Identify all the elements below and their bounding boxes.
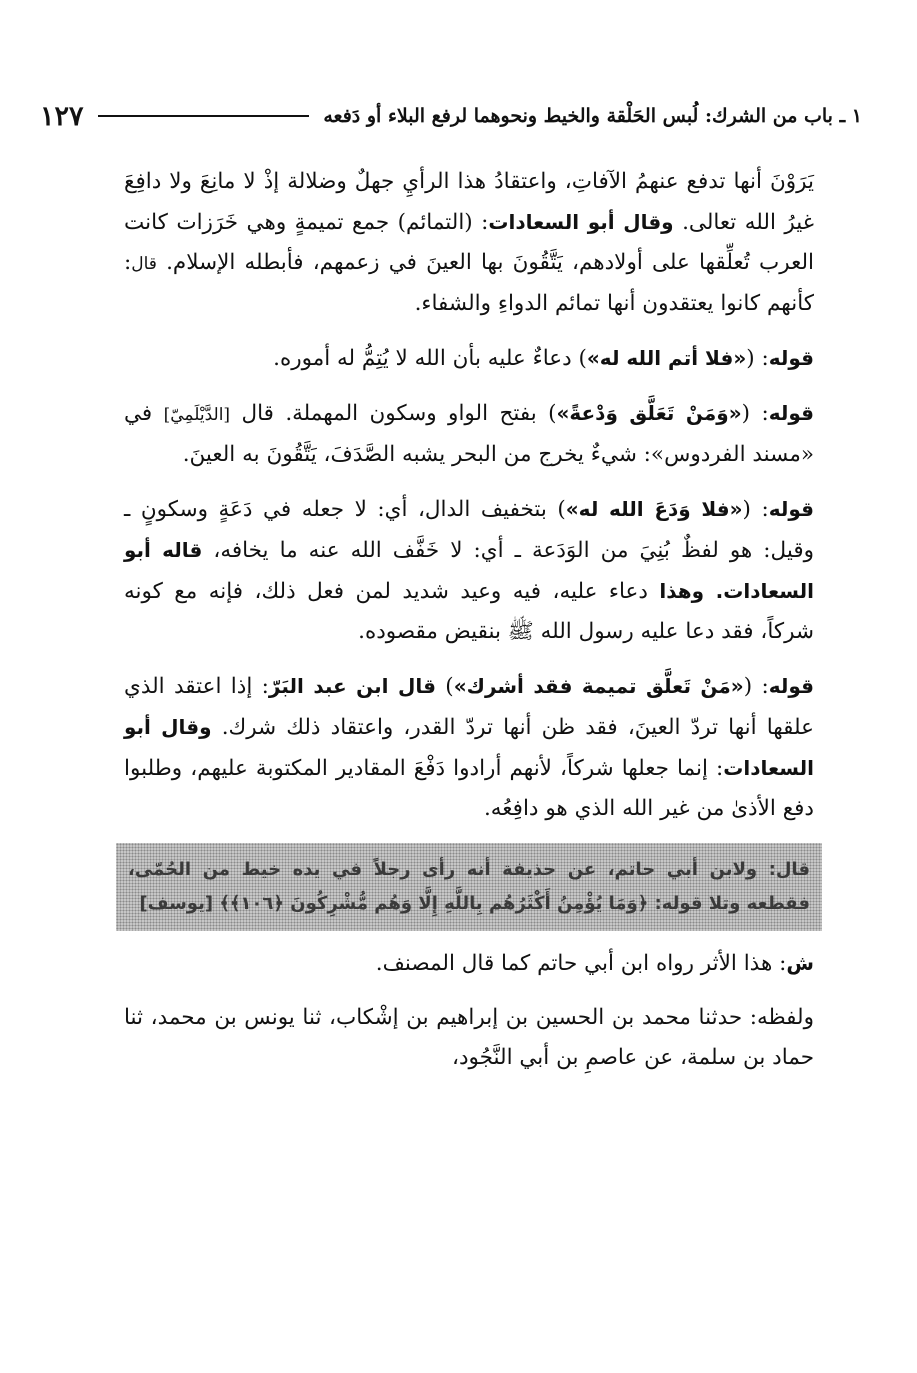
bold-label: ش [786,951,814,975]
paragraph-5 [124,666,814,829]
paragraph-text: ) [435,674,454,699]
quoted-phrase: «مَنْ تَعلَّق تميمة فقد أشرك» [453,674,744,698]
bold-label: قال ابن عبد البَرّ [268,674,436,698]
paragraph-1 [124,162,814,324]
shaded-excerpt [116,843,822,931]
quoted-phrase: «وَمَنْ تَعَلَّق وَدْعةً» [556,401,742,425]
small-text: [الدَّيْلَمِيّ] [163,405,231,425]
bold-label: قوله [768,674,814,698]
paragraph-text: : ( [741,401,769,426]
paragraph-text: : إذا اعتقد الذي علقها أنها تردّ العينَ، فقد ظن أنها تردّ القدر، واعتقاد ذلك شرك. [124,674,815,740]
bold-label: قوله [768,497,814,521]
paragraph-2 [124,338,814,379]
page-header [40,96,862,136]
paragraph-text: : ( [742,497,769,522]
running-title: ١ ـ باب من الشرك: لُبس الحَلْقة والخيط ونحوهما لرفع البلاء أو دَفعه [323,105,862,127]
quoted-phrase: «فلا أتم الله له» [586,346,747,370]
paragraph-text: : إنما جعلها شركاً، لأنهم أرادوا دَفْعَ المقادير المكتوبة عليهم، وطلبوا دفع الأذىٰ من غير الله الذي هو دافِعُه. [124,756,814,821]
page-body [124,162,814,1092]
excerpt-text: قال: ولابن أبي حاتم، عن حذيفة أنه رأى رجلاً في يده خيط من الحُمّى، فقطعه وتلا قوله: ﴿وَمَا يُؤْمِنُ أَكْثَرُهُم بِاللَّهِ إِلَّا وَهُم مُّشْرِكُونَ ﴿١٠٦﴾﴾ [يوسف] [128,859,810,914]
paragraph-text: : ( [743,674,769,699]
bold-label: وقال أبو السعادات [488,210,674,234]
paragraph-3 [124,393,814,475]
quoted-phrase: «فلا وَدَعَ الله له» [565,497,743,521]
bold-label: قاله أبو السعادات. وهذا [124,538,815,603]
paragraph-text: ) بتخفيف الدال، أي: لا جعله في دَعَةٍ وسكونٍ ـ وقيل: هو لفظٌ بُنِيَ من الوَدَعة ـ أي: لا خَفَّف الله عنه ما يخافه، [124,497,814,563]
paragraph-text: ) بفتح الواو وسكون المهملة. قال [241,401,557,426]
paragraph-4 [124,489,814,652]
bold-label: قوله [768,346,814,370]
paragraph-text: : (التمائم) جمع تميمةٍ وهي خَرَزات كانت العرب تُعلِّقها على أولادهم، يَتَّقُونَ بها العينَ في زعمهم، فأبطله الإسلام. [124,210,814,275]
paragraph-6 [124,943,814,984]
paragraph-text: دعاء عليه، فيه وعيد شديد لمن فعل ذلك، فإنه مع كونه شركاً، فقد دعا عليه رسول الله ﷺ بنقيض مقصوده. [124,579,814,644]
paragraph-text: في «مسند الفردوس»: شيءٌ يخرج من البحر يشبه الصَّدَفَ، يَتَّقُونَ به العينَ. [124,401,814,467]
page-number: ١٢٧ [40,100,84,132]
paragraph-text: : ( [746,346,769,371]
header-rule [98,115,310,117]
bold-label: قوله [768,401,814,425]
paragraph-text: يَرَوْنَ أنها تدفع عنهمُ الآفاتِ، واعتقادُ هذا الرأيِ جهلٌ وضلالة إذْ لا مانِعَ ولا دافِعَ غيرُ الله تعالى. [124,169,814,235]
small-text: قال [131,254,157,274]
bold-label: وقال أبو السعادات [124,715,814,780]
paragraph-7 [124,998,814,1078]
paragraph-text: : كأنهم كانوا يعتقدون أنها تمائم الدواءِ والشفاء. [124,250,814,316]
paragraph-text: : هذا الأثر رواه ابن أبي حاتم كما قال المصنف. [375,951,787,976]
paragraph-text: ) دعاءٌ عليه بأن الله لا يُتِمُّ له أموره. [273,346,587,371]
paragraph-text: ولفظه: حدثنا محمد بن الحسين بن إبراهيم بن إشْكاب، ثنا يونس بن محمد، ثنا حماد بن سلمة، عن عاصمِ بن أبي النَّجُود، [124,1005,814,1070]
